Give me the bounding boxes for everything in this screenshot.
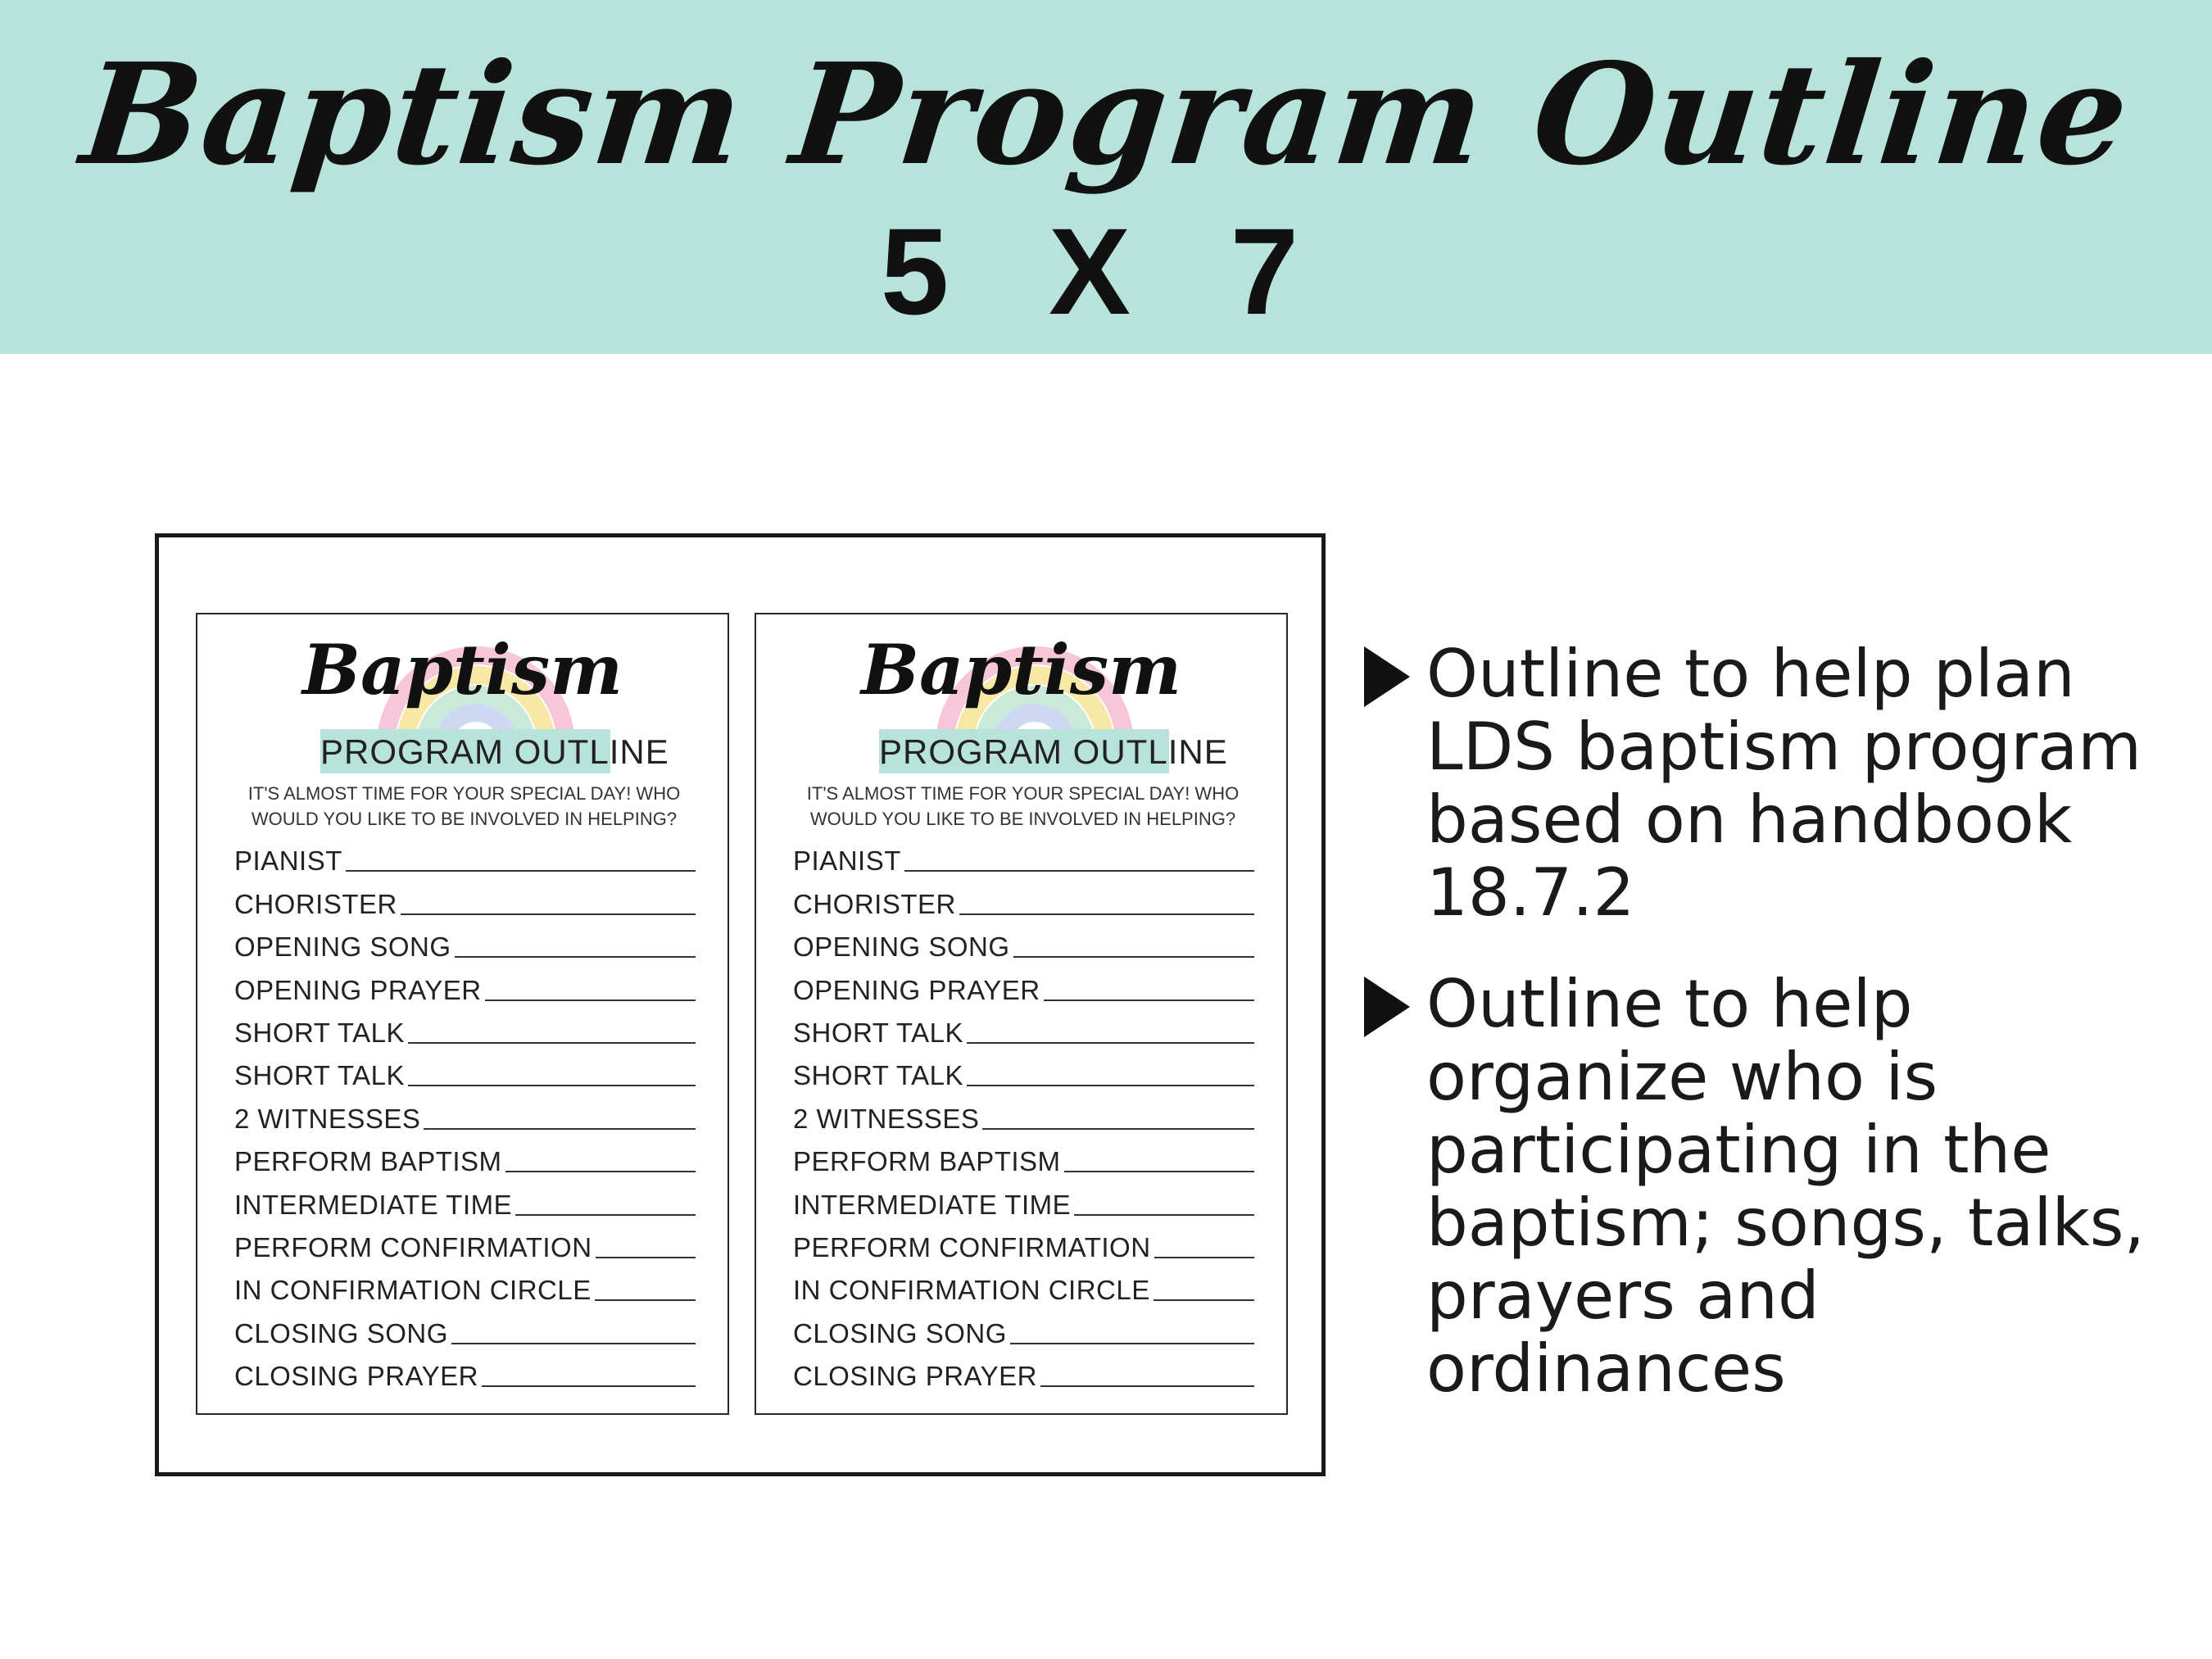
program-card: [196, 613, 729, 1415]
fill-in-line: [1040, 1385, 1254, 1387]
role-label: PIANIST: [234, 845, 342, 877]
role-label: CLOSING SONG: [234, 1317, 448, 1349]
role-label: PERFORM BAPTISM: [793, 1146, 1061, 1177]
fill-in-line: [424, 1128, 696, 1130]
role-row: [234, 834, 696, 877]
program-card: [755, 613, 1288, 1415]
role-label: IN CONFIRMATION CIRCLE: [234, 1275, 592, 1306]
fill-in-line: [408, 1085, 696, 1086]
triangle-bullet-icon: [1364, 646, 1410, 707]
fill-in-line: [596, 1257, 696, 1258]
role-row: [793, 877, 1254, 919]
size-label: 5 X 7: [880, 202, 1332, 340]
fill-in-line: [451, 1343, 696, 1344]
card-intro: IT'S ALMOST TIME FOR YOUR SPECIAL DAY! WHO WOULD YOU LIKE TO BE INVOLVED IN HELPING?: [247, 783, 681, 829]
role-row: [234, 1349, 696, 1392]
fill-in-line: [595, 1299, 696, 1301]
role-row: [234, 877, 696, 919]
fill-in-line: [1154, 1257, 1254, 1258]
fill-in-line: [485, 999, 696, 1001]
role-row: [793, 834, 1254, 877]
card-subtitle: PROGRAM OUTLINE: [879, 732, 1228, 771]
role-row: [234, 1091, 696, 1134]
fill-in-line: [1064, 1171, 1254, 1172]
fill-in-line: [1044, 999, 1254, 1001]
role-row: [793, 1306, 1254, 1349]
role-row: [234, 1049, 696, 1091]
role-label: 2 WITNESSES: [234, 1103, 421, 1134]
role-row: [793, 963, 1254, 1005]
role-label: OPENING PRAYER: [234, 974, 482, 1005]
fill-in-line: [408, 1042, 696, 1044]
fill-in-line: [1154, 1299, 1254, 1301]
card-subtitle: PROGRAM OUTLINE: [320, 732, 669, 771]
triangle-bullet-icon: [1364, 977, 1410, 1037]
role-label: SHORT TALK: [234, 1017, 405, 1048]
fill-in-line: [967, 1042, 1254, 1044]
fill-in-line: [346, 870, 696, 872]
role-list: [234, 834, 696, 1392]
role-row: [793, 1049, 1254, 1091]
role-row: [793, 1177, 1254, 1220]
role-label: CLOSING PRAYER: [234, 1361, 478, 1392]
fill-in-line: [505, 1171, 696, 1172]
role-label: SHORT TALK: [793, 1060, 963, 1091]
role-row: [793, 1263, 1254, 1306]
role-row: [234, 1135, 696, 1177]
subtitle-band: [320, 729, 669, 773]
fill-in-line: [982, 1128, 1254, 1130]
role-row: [793, 1349, 1254, 1392]
role-label: CHORISTER: [793, 888, 956, 919]
role-row: [234, 1263, 696, 1306]
role-label: PIANIST: [793, 845, 901, 877]
fill-in-line: [1010, 1343, 1254, 1344]
role-label: OPENING SONG: [793, 931, 1010, 963]
fill-in-line: [967, 1085, 1254, 1086]
role-label: 2 WITNESSES: [793, 1103, 980, 1134]
role-row: [234, 1221, 696, 1263]
fill-in-line: [515, 1214, 696, 1216]
role-label: OPENING PRAYER: [793, 974, 1040, 1005]
card-title: Baptism: [301, 629, 623, 710]
role-row: [234, 963, 696, 1005]
fill-in-line: [904, 870, 1254, 872]
role-label: IN CONFIRMATION CIRCLE: [793, 1275, 1150, 1306]
role-row: [234, 1177, 696, 1220]
role-row: [234, 920, 696, 963]
subtitle-band: [879, 729, 1228, 773]
fill-in-line: [482, 1385, 696, 1387]
card-intro: IT'S ALMOST TIME FOR YOUR SPECIAL DAY! WHO WOULD YOU LIKE TO BE INVOLVED IN HELPING?: [806, 783, 1240, 829]
header-banner: [0, 0, 2212, 354]
role-label: PERFORM BAPTISM: [234, 1146, 502, 1177]
role-label: CLOSING PRAYER: [793, 1361, 1037, 1392]
page-title: Baptism Program Outline: [75, 33, 2137, 197]
card-title: Baptism: [860, 629, 1182, 710]
role-label: PERFORM CONFIRMATION: [234, 1231, 592, 1262]
role-label: PERFORM CONFIRMATION: [793, 1231, 1151, 1262]
bullet-text: Outline to help plan LDS baptism program based on handbook 18.7.2: [1426, 636, 2142, 931]
role-label: CHORISTER: [234, 888, 397, 919]
role-label: INTERMEDIATE TIME: [234, 1189, 513, 1220]
fill-in-line: [959, 913, 1254, 915]
role-label: SHORT TALK: [234, 1060, 405, 1091]
role-row: [793, 920, 1254, 963]
role-row: [793, 1091, 1254, 1134]
fill-in-line: [1074, 1214, 1254, 1216]
role-row: [793, 1221, 1254, 1263]
role-row: [234, 1006, 696, 1049]
role-row: [234, 1306, 696, 1349]
fill-in-line: [455, 956, 696, 958]
bullet-text: Outline to help organize who is participating in the baptism; songs, talks, prayers and ordinances: [1426, 966, 2145, 1407]
role-label: INTERMEDIATE TIME: [793, 1189, 1072, 1220]
fill-in-line: [1013, 956, 1254, 958]
fill-in-line: [401, 913, 696, 915]
print-sheet-preview: [155, 533, 1326, 1476]
role-list: [793, 834, 1254, 1392]
role-row: [793, 1006, 1254, 1049]
role-label: OPENING SONG: [234, 931, 451, 963]
role-row: [793, 1135, 1254, 1177]
role-label: CLOSING SONG: [793, 1317, 1007, 1349]
role-label: SHORT TALK: [793, 1017, 963, 1048]
